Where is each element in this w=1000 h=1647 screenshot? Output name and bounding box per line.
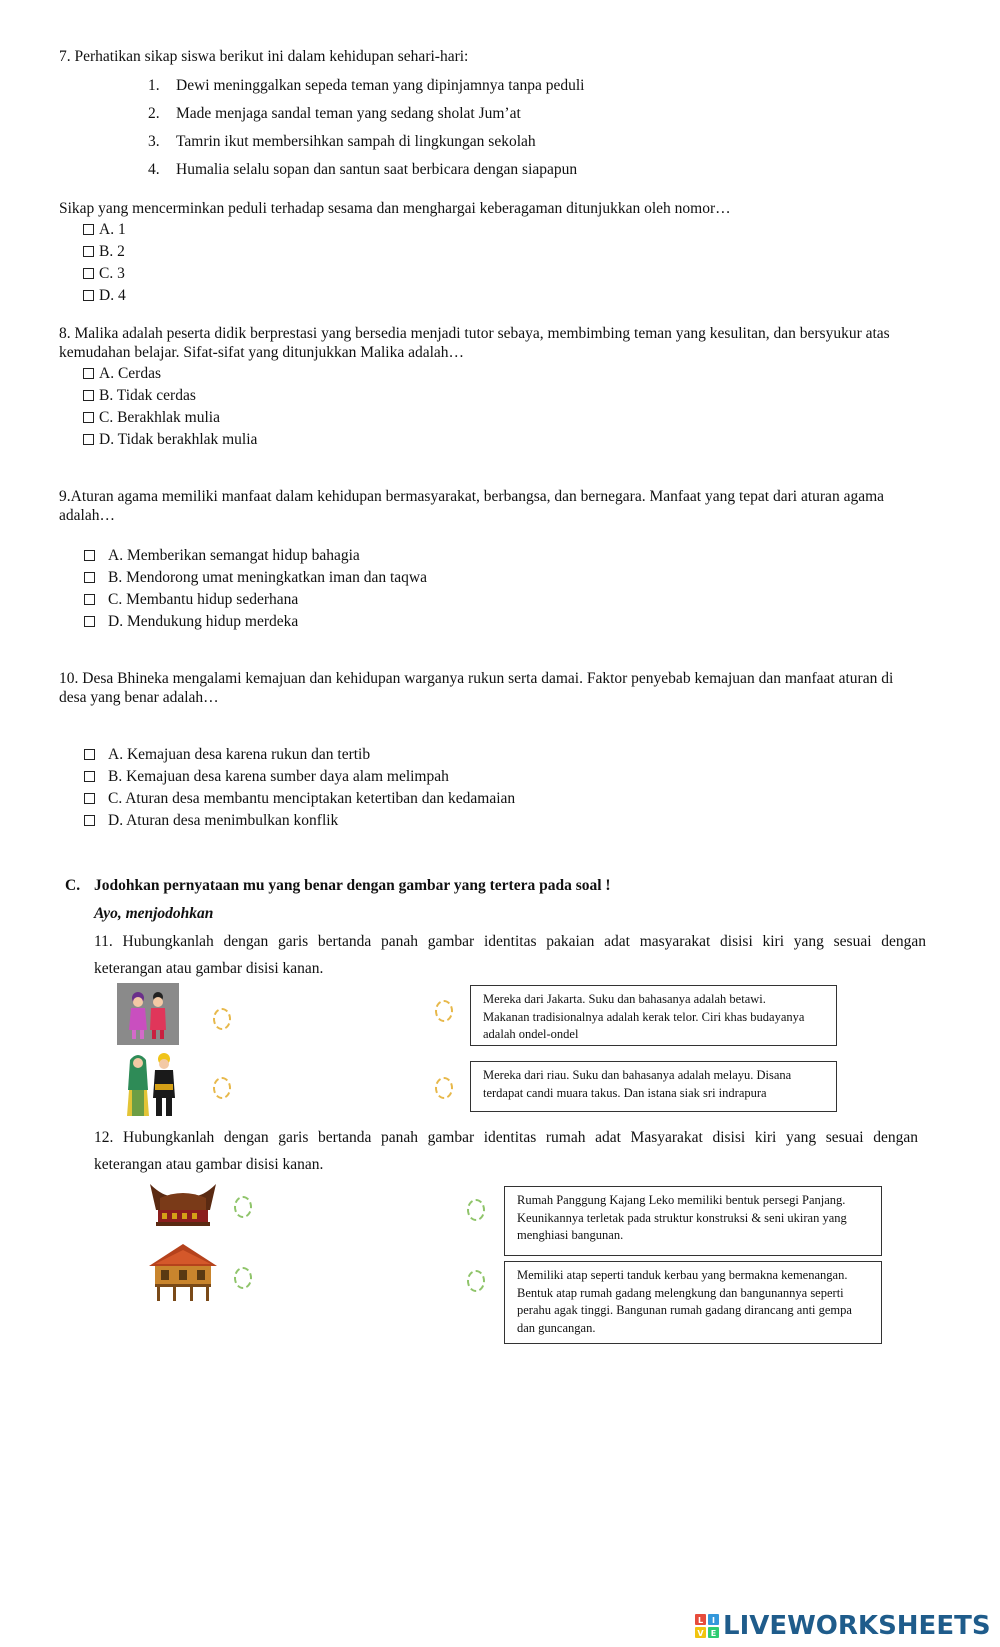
q7-item: 4. Humalia selalu sopan dan santun saat berbicara dengan siapapun: [148, 161, 578, 178]
checkbox[interactable]: [84, 815, 95, 826]
checkbox[interactable]: [84, 550, 95, 561]
q10-option-b[interactable]: B. Kemajuan desa karena sumber daya alam melimpah: [84, 768, 449, 786]
q8-stem-line1: 8. Malika adalah peserta didik berprestasi yang bersedia menjadi tutor sebaya, membimbing teman yang kesulitan, dan bersyukur atas: [59, 325, 890, 342]
q7-option-c[interactable]: C. 3: [83, 265, 125, 283]
q9-option-a[interactable]: A. Memberikan semangat hidup bahagia: [84, 547, 360, 565]
q10-option-a[interactable]: A. Kemajuan desa karena rukun dan tertib: [84, 746, 370, 764]
section-c-letter: C.: [65, 877, 81, 894]
betawi-costume-image: [117, 983, 179, 1045]
q9-option-d[interactable]: D. Mendukung hidup merdeka: [84, 613, 298, 631]
q7-question: Sikap yang mencerminkan peduli terhadap sesama dan menghargai keberagaman ditunjukkan oleh nomor…: [59, 200, 731, 217]
logo-letter-i: I: [712, 1616, 715, 1625]
checkbox[interactable]: [83, 268, 94, 279]
q11-description-box-2: Mereka dari riau. Suku dan bahasanya adalah melayu. Disana terdapat candi muara takus. Dan istana siak sri indrapura: [470, 1061, 837, 1112]
checkbox[interactable]: [83, 390, 94, 401]
q12-right-anchor-1[interactable]: [467, 1199, 485, 1221]
logo-letter-e: E: [710, 1629, 717, 1638]
q9-stem-line2: adalah…: [59, 507, 115, 524]
q8-option-b[interactable]: B. Tidak cerdas: [83, 387, 196, 405]
checkbox[interactable]: [84, 616, 95, 627]
melayu-couple-icon: [124, 1050, 180, 1120]
betawi-couple-icon: [117, 983, 179, 1045]
q9-option-c[interactable]: C. Membantu hidup sederhana: [84, 591, 298, 609]
q12-stem-line1: 12. Hubungkanlah dengan garis bertanda panah gambar identitas rumah adat Masyarakat disisi kiri yang sesuai dengan: [94, 1129, 918, 1146]
liveworksheets-logo: [695, 1612, 995, 1640]
q8-option-a[interactable]: A. Cerdas: [83, 365, 161, 383]
checkbox[interactable]: [84, 572, 95, 583]
q11-left-anchor-2[interactable]: [213, 1077, 231, 1099]
q8-option-c[interactable]: C. Berakhlak mulia: [83, 409, 220, 427]
q7-item: 2. Made menjaga sandal teman yang sedang sholat Jum’at: [148, 105, 521, 122]
q11-right-anchor-1[interactable]: [435, 1000, 453, 1022]
rumah-panggung-image: [145, 1242, 221, 1302]
q8-stem-line2: kemudahan belajar. Sifat-sifat yang ditunjukkan Malika adalah…: [59, 344, 465, 361]
checkbox[interactable]: [83, 290, 94, 301]
q10-stem-line2: desa yang benar adalah…: [59, 689, 219, 706]
q12-left-anchor-1[interactable]: [234, 1196, 252, 1218]
q9-stem-line1: 9.Aturan agama memiliki manfaat dalam kehidupan bermasyarakat, berbangsa, dan bernegara. Manfaat yang tepat dari aturan agama: [59, 488, 885, 505]
q11-stem-line1: 11. Hubungkanlah dengan garis bertanda panah gambar identitas pakaian adat masyarakat disisi kiri yang sesuai dengan: [94, 933, 926, 950]
q12-description-box-1: Rumah Panggung Kajang Leko memiliki bentuk persegi Panjang. Keunikannya terletak pada struktur konstruksi & seni ukiran yang menghiasi bangunan.: [504, 1186, 882, 1256]
q11-description-box-1: Mereka dari Jakarta. Suku dan bahasanya adalah betawi. Makanan tradisionalnya adalah kerak telor. Ciri khas budayanya adalah ondel-ondel: [470, 985, 837, 1046]
q11-stem-line2: keterangan atau gambar disisi kanan.: [94, 960, 324, 977]
q7-option-a[interactable]: A. 1: [83, 221, 126, 239]
brand-name: LIVEWORKSHEETS: [723, 1611, 991, 1641]
q12-stem-line2: keterangan atau gambar disisi kanan.: [94, 1156, 324, 1173]
q12-right-anchor-2[interactable]: [467, 1270, 485, 1292]
q9-option-b[interactable]: B. Mendorong umat meningkatkan iman dan taqwa: [84, 569, 427, 587]
logo-letter-l: L: [697, 1616, 704, 1625]
q7-item: 1. Dewi meninggalkan sepeda teman yang dipinjamnya tanpa peduli: [148, 77, 585, 94]
q11-left-anchor-1[interactable]: [213, 1008, 231, 1030]
rumah-gadang-image: [148, 1180, 218, 1230]
q7-item: 3. Tamrin ikut membersihkan sampah di lingkungan sekolah: [148, 133, 536, 150]
melayu-costume-image: [124, 1050, 180, 1120]
q10-option-d[interactable]: D. Aturan desa menimbulkan konflik: [84, 812, 338, 830]
logo-letter-v: V: [697, 1629, 704, 1638]
q7-stem: 7. Perhatikan sikap siswa berikut ini dalam kehidupan sehari-hari:: [59, 48, 469, 65]
checkbox[interactable]: [84, 594, 95, 605]
q7-option-d[interactable]: D. 4: [83, 287, 126, 305]
q12-left-anchor-2[interactable]: [234, 1267, 252, 1289]
checkbox[interactable]: [83, 368, 94, 379]
checkbox[interactable]: [84, 749, 95, 760]
section-c-subtitle: Ayo, menjodohkan: [94, 905, 214, 922]
q7-option-b[interactable]: B. 2: [83, 243, 125, 261]
q12-description-box-2: Memiliki atap seperti tanduk kerbau yang bermakna kemenangan. Bentuk atap rumah gadang melengkung dan bangunannya seperti perahu agak tinggi. Bangunan rumah gadang dirancang anti gempa dan guncangan.: [504, 1261, 882, 1344]
q8-option-d[interactable]: D. Tidak berakhlak mulia: [83, 431, 257, 449]
q10-stem-line1: 10. Desa Bhineka mengalami kemajuan dan kehidupan warganya rukun serta damai. Faktor penyebab kemajuan dan manfaat aturan di: [59, 670, 894, 687]
section-c-title: Jodohkan pernyataan mu yang benar dengan gambar yang tertera pada soal !: [94, 877, 611, 894]
rumah-gadang-icon: [148, 1180, 218, 1230]
checkbox[interactable]: [83, 224, 94, 235]
checkbox[interactable]: [84, 793, 95, 804]
checkbox[interactable]: [84, 771, 95, 782]
checkbox[interactable]: [83, 246, 94, 257]
rumah-panggung-icon: [145, 1242, 221, 1302]
checkbox[interactable]: [83, 434, 94, 445]
q10-option-c[interactable]: C. Aturan desa membantu menciptakan ketertiban dan kedamaian: [84, 790, 515, 808]
q11-right-anchor-2[interactable]: [435, 1077, 453, 1099]
liveworksheets-logo-icon: [695, 1614, 719, 1638]
checkbox[interactable]: [83, 412, 94, 423]
